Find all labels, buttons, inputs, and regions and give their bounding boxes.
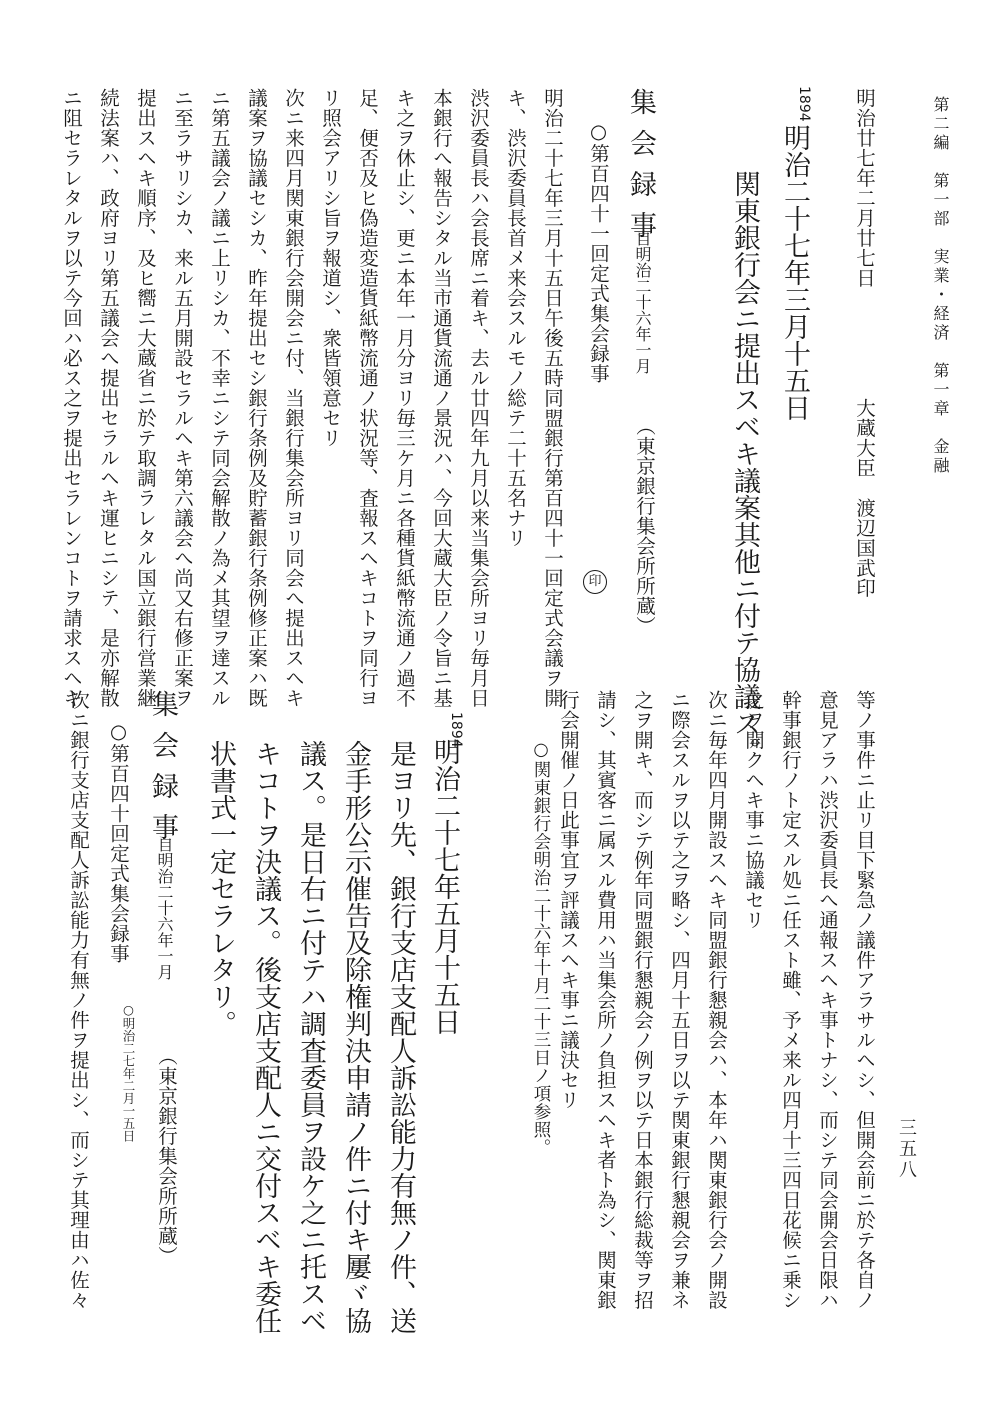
- text-line: 之ヲ開キ、而シテ例年同盟銀行懇親会ノ例ヲ以テ日本銀行総裁等ヲ招: [631, 690, 654, 1310]
- entry2-date: 明治二十七年五月十五日: [429, 738, 460, 1035]
- record2-heading: 集会録事: [147, 690, 178, 854]
- entry2-year-label: 1894: [448, 712, 464, 748]
- letter-sender: 大蔵大臣 渡辺国武印: [853, 398, 876, 598]
- text-line: 続法案ハ、政府ヨリ第五議会へ提出セラルヘキ運ヒニシテ、是亦解散: [97, 88, 120, 708]
- letter-date: 明治廿七年二月廿七日: [853, 88, 876, 288]
- text-line: 明治二十七年三月十五日午後五時同盟銀行第百四十一回定式会議ヲ開: [541, 88, 564, 708]
- entry-year-label: 1894: [796, 86, 812, 122]
- running-header: 第二編 第一部 実業・経済 第一章 金融: [931, 96, 950, 476]
- seal-mark: 印: [583, 570, 607, 594]
- page-number: 三五八: [896, 1118, 917, 1181]
- text-line: 渋沢委員長ハ会長席ニ着キ、去ル廿四年九月以来当集会所ヨリ毎月日: [467, 88, 490, 708]
- text-line: 幹事銀行ノト定スル処ニ任スト雖、予メ来ル四月十三四日花候ニ乗シ: [779, 690, 802, 1310]
- text-line: 等ノ事件ニ止リ目下緊急ノ議件アラサルヘシ、但開会前ニ於テ各自ノ: [853, 690, 876, 1310]
- text-line: キ之ヲ休止シ、更ニ本年一月分ヨリ毎三ケ月ニ各種貨紙幣流通ノ過不: [393, 88, 416, 708]
- meeting2-title: ○第百四十回定式集会録事: [107, 720, 130, 964]
- text-line: キコトヲ決議ス。後支店支配人ニ交付スベキ委任: [250, 740, 281, 1334]
- record2-period: 自明治二十六年一月: [155, 836, 174, 980]
- text-line: 金手形公示催告及除権判決申請ノ件ニ付キ屢ヾ協: [340, 740, 371, 1334]
- text-line: ニ至ラサリシカ、来ル五月開設セラルヘキ第六議会へ尚又右修正案ヲ: [171, 88, 194, 708]
- source-note: （東京銀行集会所所蔵）: [633, 416, 656, 636]
- text-line: 議ス。是日右ニ付テハ調査委員ヲ設ケ之ニ托スベ: [295, 740, 326, 1334]
- text-line: 次ニ銀行支店支配人訴訟能力有無ノ件ヲ提出シ、而シテ其理由ハ佐々: [67, 690, 90, 1310]
- text-line: 議案ヲ協議セシカ、昨年提出セシ銀行条例及貯蓄銀行条例修正案ハ既: [245, 88, 268, 708]
- text-line: ニ際会スルヲ以テ之ヲ略シ、四月十五日ヲ以テ関東銀行懇親会ヲ兼ネ: [668, 690, 691, 1310]
- entry-date: 明治二十七年三月十五日: [779, 124, 810, 421]
- text-line: 次ニ来四月関東銀行会開会ニ付、当銀行集会所ヨリ同会へ提出スヘキ: [282, 88, 305, 708]
- text-line: 請シ、其賓客ニ属スル費用ハ当集会所ノ負担スヘキ者ト為シ、関東銀: [594, 690, 617, 1310]
- cross-reference: ○関東銀行会明治二十六年十月二十三日ノ項参照。: [531, 740, 551, 1157]
- meeting-title: ○第百四十一回定式集会録事: [587, 120, 610, 384]
- text-line: ニ阻セラレタルヲ以テ今回ハ必ス之ヲ提出セラレンコトヲ請求スヘキ: [60, 88, 83, 708]
- record-heading: 集会録事: [625, 88, 656, 252]
- text-line: 提出スヘキ順序、及ヒ嚮ニ大蔵省ニ於テ取調ラレタル国立銀行営業継: [134, 88, 157, 708]
- text-line: 本銀行へ報告シタル当市通貨流通ノ景況ハ、今回大蔵大臣ノ令旨ニ基: [430, 88, 453, 708]
- text-line: 状書式一定セラレタリ。: [205, 740, 236, 1037]
- record-period: 自明治二十六年一月: [633, 230, 652, 374]
- text-line: ニ第五議会ノ議ニ上リシカ、不幸ニシテ同会解散ノ為メ其望ヲ達スル: [208, 88, 231, 708]
- text-line: 足、便否及ヒ偽造変造貨紙幣流通ノ状況等、査報スヘキコトヲ同行ヨ: [356, 88, 379, 708]
- text-line: 行会開催ノ日此事宜ヲ評議スヘキ事ニ議決セリ: [557, 690, 580, 1110]
- meeting2-note: ○明治二七年二月一五日: [121, 1002, 136, 1142]
- text-line: キ、渋沢委員長首メ来会スルモノ総テ二十五名ナリ: [504, 88, 527, 548]
- text-line: 次ニ毎年四月開設スヘキ同盟銀行懇親会ハ、本年ハ関東銀行会ノ開設: [705, 690, 728, 1310]
- text-line: 之ヲ開クヘキ事ニ協議セリ: [742, 690, 765, 930]
- text-line: リ照会アリシ旨ヲ報道シ、衆皆領意セリ: [319, 88, 342, 448]
- source2-note: （東京銀行集会所所蔵）: [155, 1046, 178, 1266]
- text-line: 是ヨリ先、銀行支店支配人訴訟能力有無ノ件、送: [385, 740, 416, 1334]
- entry-title: 関東銀行会ニ提出スベキ議案其他ニ付テ協議ス。: [729, 170, 760, 764]
- text-line: 意見アラハ渋沢委員長へ通報スヘキ事トナシ、而シテ同会開会日限ハ: [816, 690, 839, 1310]
